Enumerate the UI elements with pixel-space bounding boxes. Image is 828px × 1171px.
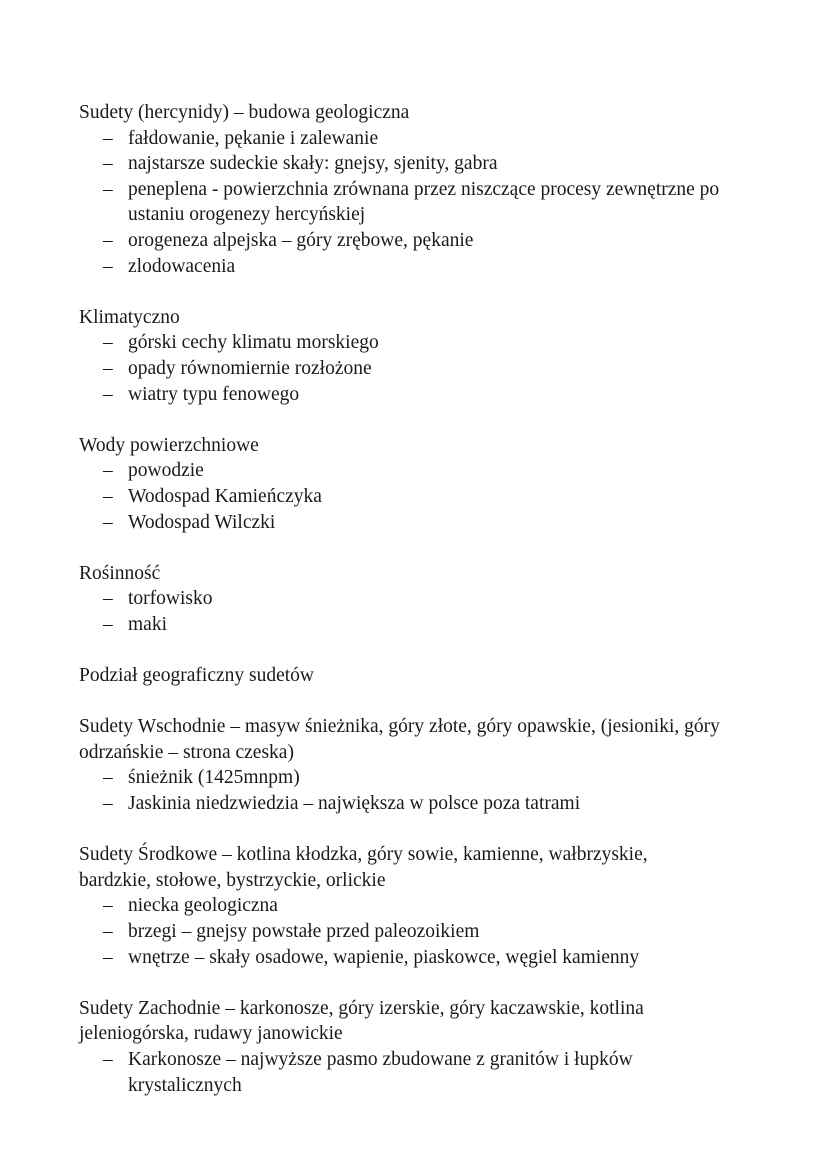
list-item [79,791,728,817]
dash-bullet-icon: – [103,178,113,200]
section-heading: Sudety Wschodnie – masyw śnieżnika, góry złote, góry opawskie, (jesioniki, góry odrzańskie – strona czeska) [79,716,725,763]
list-item [79,126,728,152]
list-item-text: fałdowanie, pękanie i zalewanie [128,127,379,149]
list-item [79,151,728,177]
list-item [79,945,728,971]
list-item [79,893,728,919]
dash-bullet-icon: – [103,485,113,507]
section-heading: Rośinność [79,562,161,584]
document-section [79,305,738,407]
list-item-text: powodzie [128,460,204,482]
dash-bullet-icon: – [103,895,113,917]
document-section [79,561,738,638]
list-item-text: wnętrze – skały osadowe, wapienie, piaskowce, węgiel kamienny [128,946,640,968]
document-section [79,100,738,279]
document-body [79,100,738,1098]
list-item [79,919,728,945]
list-item [79,356,728,382]
dash-bullet-icon: – [103,127,113,149]
list-item-text: Karkonosze – najwyższe pasmo zbudowane z granitów i łupków krystalicznych [128,1048,638,1096]
dash-bullet-icon: – [103,255,113,277]
bullet-list [79,1047,738,1098]
list-item [79,1047,728,1098]
bullet-list [79,458,738,535]
list-item-text: najstarsze sudeckie skały: gnejsy, sjenity, gabra [128,153,498,175]
list-item-text: maki [128,613,167,635]
section-heading: Sudety Środkowe – kotlina kłodzka, góry sowie, kamienne, wałbrzyskie, bardzkie, stołowe, bystrzyckie, orlickie [79,844,653,891]
document-section [79,842,738,970]
dash-bullet-icon: – [103,767,113,789]
section-heading: Wody powierzchniowe [79,434,259,456]
list-item [79,765,728,791]
list-item [79,458,728,484]
list-item-text: górski cechy klimatu morskiego [128,332,379,354]
dash-bullet-icon: – [103,332,113,354]
list-item [79,510,728,536]
list-item [79,330,728,356]
list-item [79,484,728,510]
section-heading: Podział geograficzny sudetów [79,665,315,687]
list-item-text: brzegi – gnejsy powstałe przed paleozoikiem [128,921,480,942]
dash-bullet-icon: – [103,793,113,815]
bullet-list [79,586,738,637]
dash-bullet-icon: – [103,613,113,635]
dash-bullet-icon: – [103,946,113,968]
document-section [79,996,738,1098]
list-item-text: śnieżnik (1425mnpm) [128,767,300,789]
list-item [79,228,728,254]
bullet-list [79,893,738,970]
list-item-text: orogeneza alpejska – góry zrębowe, pękanie [128,229,474,251]
list-item-text: opady równomiernie rozłożone [128,357,372,379]
list-item [79,382,728,408]
section-heading: Sudety (hercynidy) – budowa geologiczna [79,102,410,123]
list-item-text: Jaskinia niedzwiedzia – największa w polsce poza tatrami [128,793,581,815]
dash-bullet-icon: – [103,921,113,942]
list-item-text: peneplena - powierzchnia zrównana przez niszczące procesy zewnętrzne po ustaniu orogenezy hercyńskiej [128,178,725,226]
document-section [79,663,738,689]
list-item [79,254,728,280]
dash-bullet-icon: – [103,460,113,482]
bullet-list [79,765,738,816]
list-item-text: Wodospad Kamieńczyka [128,485,322,507]
bullet-list [79,126,738,280]
list-item-text: Wodospad Wilczki [128,511,276,533]
dash-bullet-icon: – [103,229,113,251]
document-section [79,433,738,535]
list-item-text: wiatry typu fenowego [128,383,300,405]
list-item-text: niecka geologiczna [128,895,278,917]
section-heading: Klimatyczno [79,306,180,328]
dash-bullet-icon: – [103,357,113,379]
dash-bullet-icon: – [103,511,113,533]
section-heading: Sudety Zachodnie – karkonosze, góry izerskie, góry kaczawskie, kotlina jeleniogórska, rudawy janowickie [79,997,649,1045]
document-section [79,714,738,816]
list-item [79,612,728,638]
dash-bullet-icon: – [103,588,113,610]
list-item [79,586,728,612]
dash-bullet-icon: – [103,1048,113,1070]
list-item-text: torfowisko [128,588,213,610]
dash-bullet-icon: – [103,153,113,175]
list-item [79,177,728,228]
list-item-text: zlodowacenia [128,255,236,277]
bullet-list [79,330,738,407]
dash-bullet-icon: – [103,383,113,405]
